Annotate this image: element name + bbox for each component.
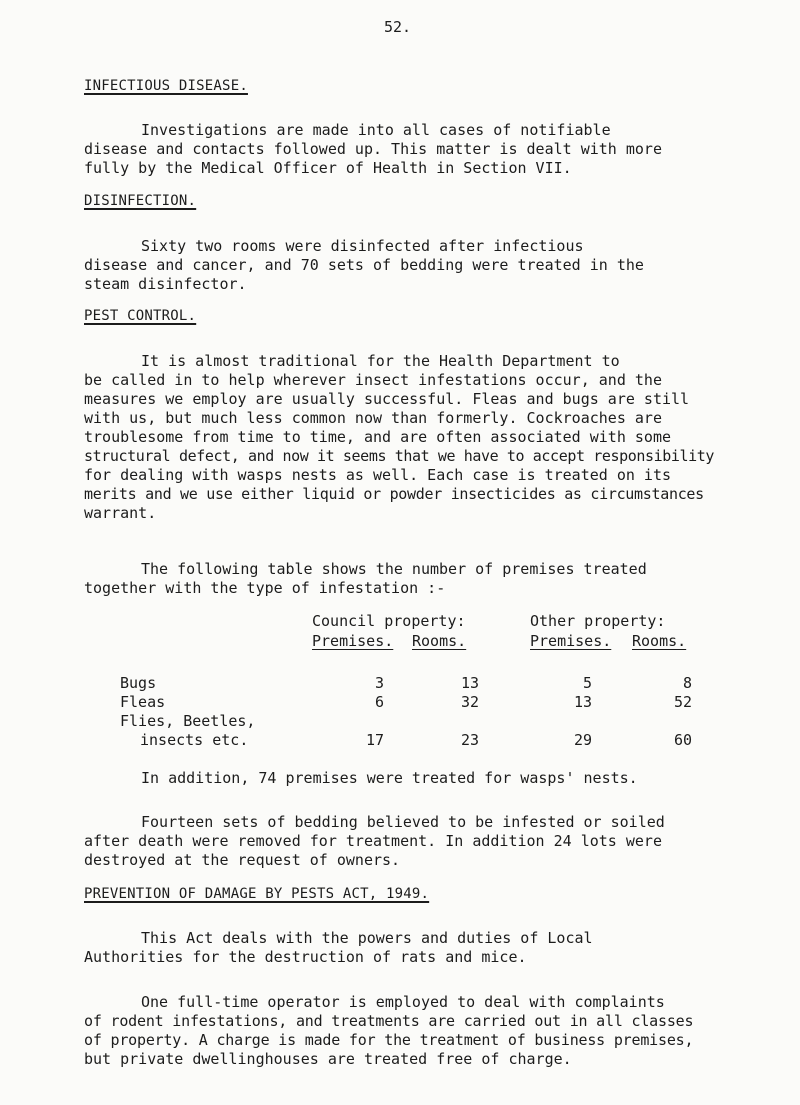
text-line: merits and we use either liquid or powder insecticides as circumstances (84, 485, 704, 503)
table-cell: 3 (374, 674, 384, 692)
heading-disinfection: DISINFECTION. (84, 193, 197, 209)
text-line: disease and cancer, and 70 sets of bedding were treated in the (84, 256, 644, 274)
page-number: 52. (384, 18, 412, 36)
paragraph-bedding (84, 813, 784, 870)
paragraph-infectious-disease (84, 121, 784, 178)
table-cell: 60 (673, 731, 692, 749)
heading-prevention-of-damage: PREVENTION OF DAMAGE BY PESTS ACT, 1949. (84, 886, 430, 902)
group-header-other: Other property: (530, 612, 666, 630)
text-line: measures we employ are usually successful. Fleas and bugs are still (84, 390, 690, 408)
text-line: This Act deals with the powers and duties of Local (141, 929, 593, 947)
text-line: Investigations are made into all cases of notifiable (141, 121, 611, 139)
table-cell: 13 (460, 674, 479, 692)
paragraph-rodent-operator (84, 993, 796, 1069)
paragraph-table-intro (84, 560, 784, 598)
table-cell: 29 (573, 731, 592, 749)
row-label-fleas: Fleas (120, 693, 166, 711)
text-line: structural defect, and now it seems that we have to accept responsibility (84, 447, 715, 465)
column-header-council-premises: Premises. (312, 632, 394, 650)
text-line: Sixty two rooms were disinfected after infectious (141, 237, 584, 255)
table-cell: 5 (582, 674, 592, 692)
heading-pest-control: PEST CONTROL. (84, 308, 197, 324)
column-header-other-rooms: Rooms. (632, 632, 687, 650)
row-label-flies-cont: insects etc. (140, 731, 249, 749)
text-line: steam disinfector. (84, 275, 247, 293)
text-line: Fourteen sets of bedding believed to be infested or soiled (141, 813, 665, 831)
column-header-other-premises: Premises. (530, 632, 612, 650)
table-cell: 52 (673, 693, 692, 711)
table-cell: 13 (573, 693, 592, 711)
text-line: In addition, 74 premises were treated for wasps' nests. (141, 769, 638, 787)
text-line: after death were removed for treatment. In addition 24 lots were (84, 832, 662, 850)
text-line: Authorities for the destruction of rats and mice. (84, 948, 527, 966)
table-cell: 23 (460, 731, 479, 749)
text-line: fully by the Medical Officer of Health in Section VII. (84, 159, 572, 177)
text-line: warrant. (84, 504, 157, 522)
paragraph-disinfection (84, 237, 784, 294)
text-line: with us, but much less common now than formerly. Cockroaches are (84, 409, 662, 427)
text-line: together with the type of infestation :- (84, 579, 446, 597)
heading-infectious-disease: INFECTIOUS DISEASE. (84, 78, 248, 94)
text-line: of property. A charge is made for the treatment of business premises, (84, 1031, 694, 1049)
text-line: troublesome from time to time, and are often associated with some (84, 428, 671, 446)
row-label-flies: Flies, Beetles, (120, 712, 256, 730)
infestation-table (120, 612, 760, 782)
text-line: of rodent infestations, and treatments are carried out in all classes (84, 1012, 694, 1030)
text-line: The following table shows the number of premises treated (141, 560, 647, 578)
text-line: disease and contacts followed up. This matter is dealt with more (84, 140, 662, 158)
text-line: One full-time operator is employed to deal with complaints (141, 993, 665, 1011)
text-line: destroyed at the request of owners. (84, 851, 401, 869)
table-cell: 8 (682, 674, 692, 692)
paragraph-pest-control (84, 352, 796, 523)
paragraph-wasps (84, 769, 784, 788)
row-label-bugs: Bugs (120, 674, 157, 692)
paragraph-prevention-act (84, 929, 784, 967)
text-line: be called in to help wherever insect infestations occur, and the (84, 371, 662, 389)
table-cell: 32 (460, 693, 479, 711)
table-cell: 17 (365, 731, 384, 749)
text-line: It is almost traditional for the Health Department to (141, 352, 620, 370)
column-header-council-rooms: Rooms. (412, 632, 467, 650)
table-cell: 6 (374, 693, 384, 711)
text-line: for dealing with wasps nests as well. Each case is treated on its (84, 466, 671, 484)
text-line: but private dwellinghouses are treated free of charge. (84, 1050, 572, 1068)
group-header-council: Council property: (312, 612, 466, 630)
